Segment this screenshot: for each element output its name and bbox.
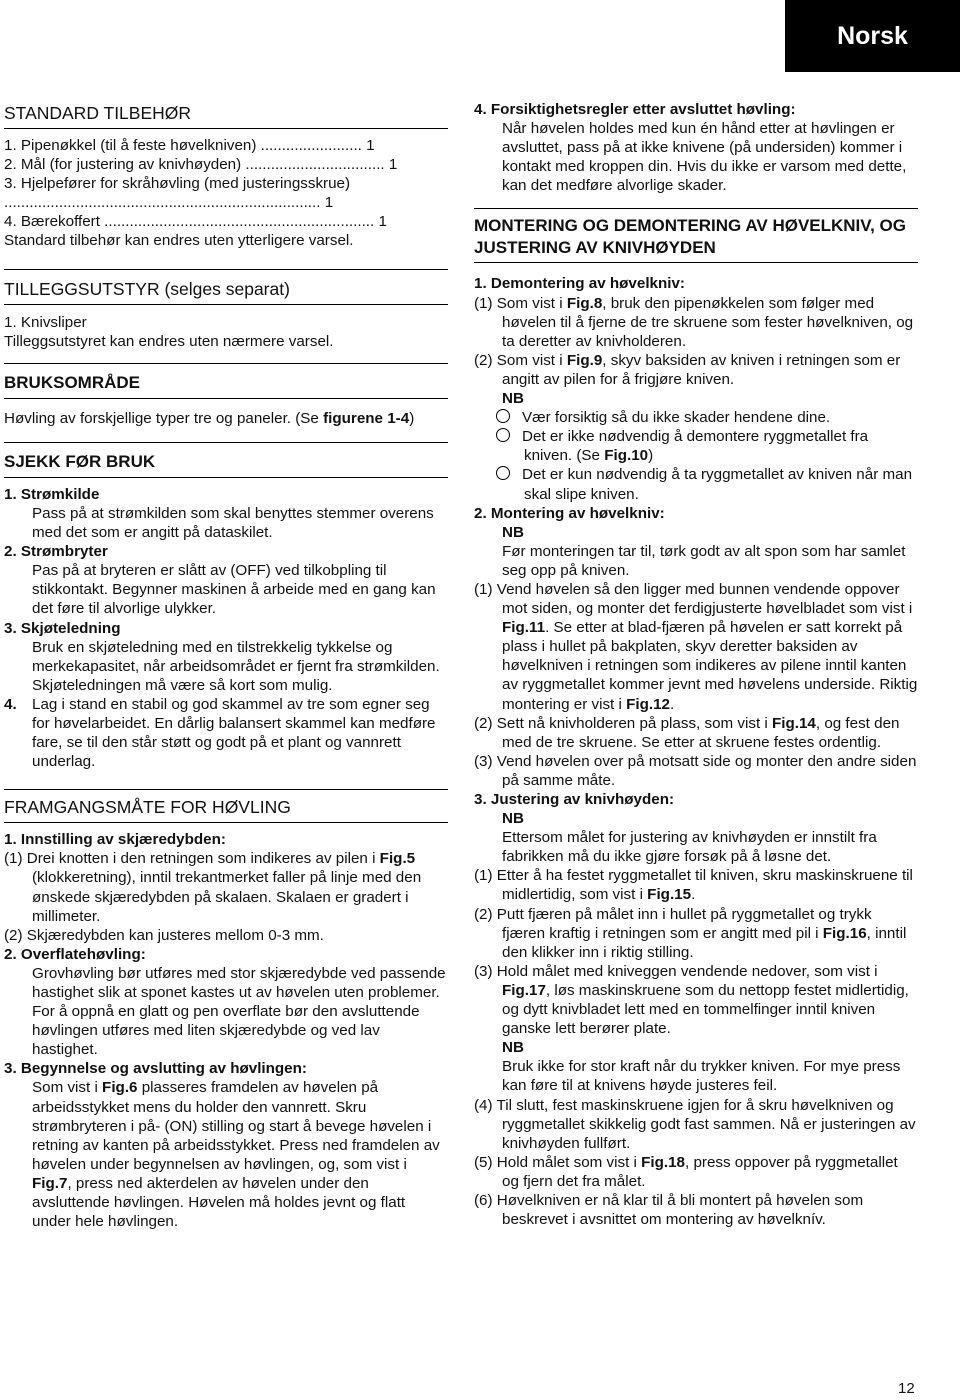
paragraph: (5) Hold målet som vist i Fig.18, press oppover på ryggmetallet og fjern det fra målet. [474,1153,898,1190]
list-item: 4. Bærekoffert ................................................................ 1 [4,213,387,231]
paragraph: (3) Hold målet med knivеggen vendende nedover, som vist i Fig.17, løs maskinskruene som du nettopp festet midlertidig, og dytt knivbladet lett med en tommelfinger inntil kniven ganske lett berører plate. [474,962,909,1038]
nb-label: NB [502,523,524,541]
item-number: 1. Strømkilde [4,485,100,503]
bullet-item: Det er kun nødvendig å ta ryggmetallet av kniven når man skal slipe kniven. [474,465,918,503]
subheading: 3. Justering av knivhøyden: [474,791,675,808]
item-number: 3. Skjøteledning [4,619,121,637]
bullet-item: Vær forsiktig så du ikke skader hendene dine. [474,408,918,427]
circle-bullet-icon [496,466,510,480]
paragraph: Høvling av forskjellige typer tre og paneler. (Se figurene 1-4) [4,409,415,427]
subheading: 3. Begynnelse og avslutting av høvlingen: [4,1060,307,1078]
section-bruksomrade [4,372,448,428]
list-item: 1. Pipenøkkel (til å feste høvelkniven) ........................ 1 [4,137,375,154]
list-item: Tilleggsutstyret kan endres uten nærmere varsel. [4,332,334,350]
heading-bruksomrade: BRUKSOMRÅDE [4,372,140,392]
left-column [4,102,448,1231]
heading-tillegg: TILLEGGSUTSTYR (selges separat) [4,278,290,299]
subheading: 1. Demontering av høvelkniv: [474,275,685,293]
language-tab: Norsk [785,0,960,72]
paragraph: Når høvelen holdes med kun én hånd etter at høvlingen er avsluttet, pass på at ikke knivene (på undersiden) kommer i kontakt med kroppen din. Hvis du ikke er varsom med dette, kan det medføre alvorlige skader. [502,120,907,195]
nb-label: NB [502,810,524,828]
section-sjekk [4,451,448,771]
subheading: 2. Montering av høvelkniv: [474,504,665,522]
item-number: 2. Strømbryter [4,543,108,561]
heading-montering: MONTERING OG DEMONTERING AV HØVELKNIV, OG JUSTERING AV KNIVHØYDEN [474,216,906,258]
circle-bullet-icon [496,409,510,423]
paragraph: (1) Som vist i Fig.8, bruk den pipenøkkelen som følger med høvelen til å fjerne de tre skruene som fester høvelkniven, og ta deretter av knivholderen. [474,294,914,350]
subheading: 1. Innstilling av skjæredybden: [4,831,226,849]
item-body: Bruk en skjøteledning med en tilstrekkelig tykkelse og merkekapasitet, når arbeidsområdet er fjernt fra strømkilden. [32,638,440,675]
paragraph: (4) Til slutt, fest maskinskruene igjen for å skru høvelkniven og ryggmetallet skikkelig godt fast sammen. Nå er justeringen av knivhøyden fullført. [474,1096,916,1152]
item-body: Skjøteledningen må være så kort som mulig. [32,676,333,694]
paragraph: (2) Sett nå knivholderen på plass, som vist i Fig.14, og fest den med de tre skruene. Se etter at skruene festes ordentlig. [474,714,900,751]
nb-label: NB [502,390,524,408]
item-body: 4. Lag i stand en stabil og god skammel av tre som egner seg for høvelarbeidet. En dårlig balansert skammel kan medføre fare, se til den står støtt og godt på et plant og vannrett underlag. [4,695,436,771]
list-item: Standard tilbehør kan endres uten ytterligere varsel. [4,232,354,250]
bullet-item: Det er ikke nødvendig å demontere ryggmetallet fra kniven. (Se Fig.10) [474,427,918,465]
list-item: 2. Mål (for justering av knivhøyden) ................................. 1 [4,156,398,174]
subheading: 2. Overflatehøvling: [4,945,146,963]
paragraph: (6) Høvelkniven er nå klar til å bli montert på høvelen som beskrevet i avsnittet om montering av høvelknív. [474,1191,864,1229]
paragraph: Bruk ikke for stor kraft når du trykker kniven. For mye press kan føre til at knivens høyde justeres feil. [502,1058,901,1095]
section-framgangsmate [4,796,448,1231]
subheading: 4. Forsiktighetsregler etter avsluttet høvling: [474,101,796,118]
paragraph: (1) Etter å ha festet ryggmetallet til kniven, skru maskinskruene til midlertidig, som vist i Fig.15. [474,867,913,904]
heading-sjekk: SJEKK FØR BRUK [4,451,156,471]
section-tillegg [4,278,448,351]
paragraph: Ettersom målet for justering av knivhøyden er innstilt fra fabrikken må du ikke gjøre forsøk på å løsne det. [502,829,877,866]
nb-label: NB [502,1039,524,1057]
paragraph: (2) Som vist i Fig.9, skyv baksiden av kniven i retningen som er angitt av pilen for å frigjøre kniven. [474,351,901,388]
paragraph: (2) Putt fjæren på målet inn i hullet på ryggmetallet og trykk fjæren kraftig i retningen som er angitt med pil i Fig.16, inntil den klikker inn i riktig stilling. [474,905,907,961]
list-item: ........................................................................... 1 [4,194,334,212]
page-number: 12 [898,1380,915,1397]
right-column [474,100,918,1229]
item-body: Pass på at strømkilden som skal benyttes stemmer overens med det som er angitt på dataskilet. [32,504,434,542]
list-item: 1. Knivsliper [4,313,87,331]
heading-standard: STANDARD TILBEHØR [4,103,192,123]
circle-bullet-icon [496,428,510,442]
section-standard [4,102,448,251]
paragraph: (2) Skjæredybden kan justeres mellom 0-3 mm. [4,926,324,944]
paragraph: Grovhøvling bør utføres med stor skjæredybde ved passende hastighet slik at sponet kastes ut av høvelen uten problemer. For å oppnå en glatt og pen overflate bør den avsluttende høvlingen utføres med liten skjæredybde og ved lav hastighet. [32,964,446,1059]
paragraph: Som vist i Fig.6 plasseres framdelen av høvelen på arbeidsstykket mens du holder den vannrett. Skru strømbryteren i på- (ON) stilling og start å bevege høvelen i retning av kanten på arbeidsstykket. Press ned framdelen av høvelen under begynnelsen av høvlingen, og, som vist i Fig.7, press ned akterdelen av høvelen under den avsluttende høvlingen. Høvelen må holdes jevnt og flatt under hele høvlingen. [32,1079,440,1231]
list-item: 3. Hjelpefører for skråhøvling (med justeringsskrue) [4,175,351,193]
heading-framgangsmate: FRAMGANGSMÅTE FOR HØVLING [4,797,291,818]
paragraph: Før monteringen tar til, tørk godt av alt spon som har samlet seg opp på kniven. [502,542,906,579]
item-body: Pas på at bryteren er slått av (OFF) ved tilkobpling til stikkontakt. Begynner maskinen å arbeide med en gang kan det føre til alvorlige ulykker. [32,562,436,618]
paragraph: (1) Drei knotten i den retningen som indikeres av pilen i Fig.5 (klokkeretning), inntil trekantmerket faller på linje med den ønskede skjæredybden på skalaen. Skalaen er gradert i millimeter. [4,850,422,925]
paragraph: (3) Vend høvelen over på motsatt side og monter den andre siden på samme måte. [474,752,917,789]
paragraph: (1) Vend høvelen så den ligger med bunnen vendende oppover mot siden, og monter det ferdigjusterte høvelbladet som vist i Fig.11. Se etter at blad-fjæren på høvelen er satt korrekt på plass i hullet på bakplaten, skyv deretter baksiden av høvelkniven i retningen som indikeres av pilene inntil kanten av ryggmetallet kommer jevnt med høvelens underside. Riktig montering er vist i Fig.12. [474,580,918,713]
